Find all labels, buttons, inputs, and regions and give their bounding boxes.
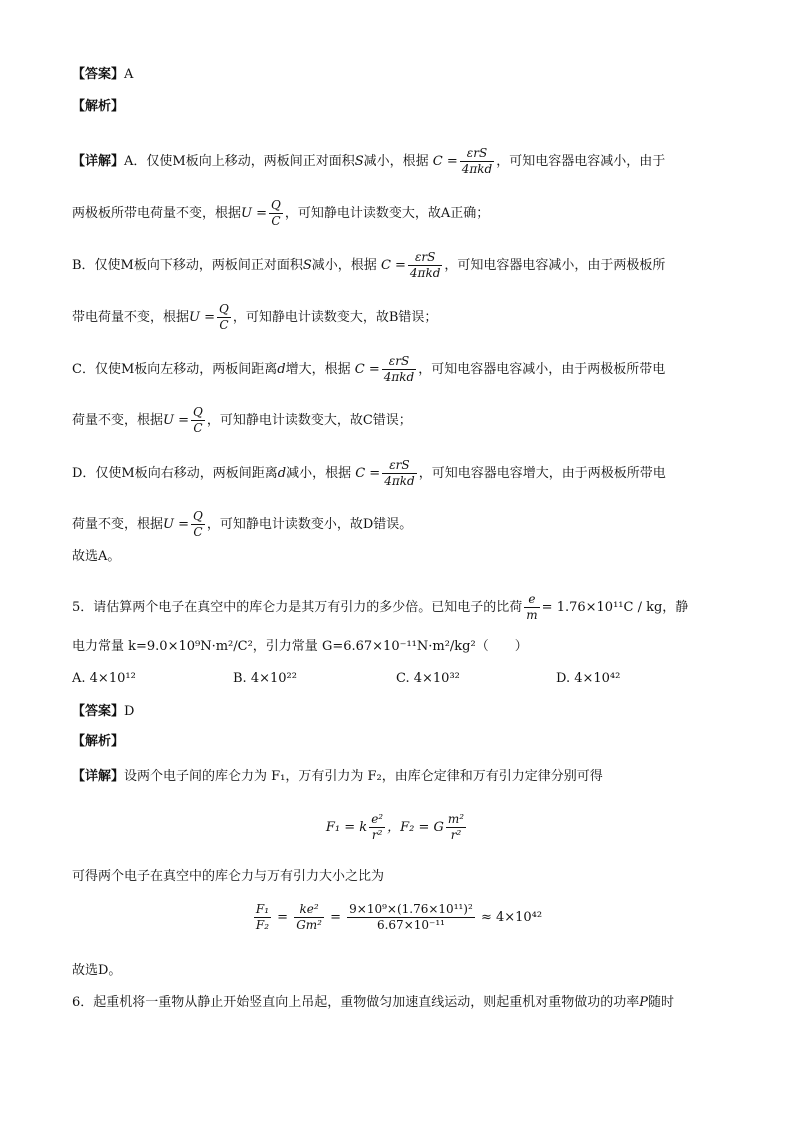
denominator: 4πkd — [384, 474, 415, 488]
q5-ratio-text: 可得两个电子在真空中的库仑力与万有引力大小之比为 — [72, 869, 385, 884]
text: ，可知静电计读数变大，故B错误； — [232, 310, 438, 325]
answer-value: D — [124, 704, 135, 719]
answer-tag: 【答案】 — [72, 67, 125, 82]
text: ，可知静电计读数变大，故A正确； — [284, 206, 490, 221]
formula-lhs: U = — [189, 310, 215, 325]
denominator: 4πkd — [461, 162, 493, 176]
text: 带电荷量不变，根据 — [72, 310, 190, 325]
q4-option-b-line1 — [72, 250, 665, 281]
result: ≈ 4×10⁴² — [480, 910, 543, 925]
denominator: C — [193, 421, 203, 435]
denominator: Gm² — [296, 918, 322, 932]
numerator: εrS — [382, 458, 416, 474]
formula-part: ，F₂ = G — [387, 820, 444, 835]
detail-tag: 【详解】 — [72, 769, 125, 784]
numerator: e — [524, 592, 539, 608]
numerator: Q — [271, 198, 281, 212]
formula-lhs: C = — [354, 362, 380, 377]
voltage-formula — [269, 198, 283, 229]
q5-option-b: B. 4×10²² — [233, 671, 297, 686]
analysis-line — [72, 98, 124, 116]
q5-analysis-line — [72, 733, 124, 751]
text: 减小，根据 — [286, 466, 352, 481]
numerator: Q — [219, 302, 229, 316]
text: 荷量不变，根据 — [72, 413, 164, 428]
var-d: d — [277, 362, 286, 377]
var-s: S — [302, 258, 312, 273]
numerator: F₁ — [255, 902, 270, 916]
text: 随时 — [648, 995, 675, 1010]
numerator: εrS — [460, 146, 494, 162]
numerator: e² — [371, 812, 384, 826]
text: D．仅使M板向右移动，两板间距离 — [72, 466, 278, 481]
text: C．仅使M板向左移动，两板间距离 — [72, 362, 278, 377]
text: 减小，根据 — [363, 154, 429, 169]
q4-option-d-line1 — [72, 458, 666, 489]
numerator: ke² — [294, 902, 324, 918]
q5-conclusion: 故选D。 — [72, 963, 122, 978]
voltage-formula — [191, 405, 205, 436]
charge-ratio-formula — [524, 592, 539, 623]
text: 增大，根据 — [285, 362, 351, 377]
q5-equation-2: $\frac{\text{F₁}}{\text{F₂}}$ = $\frac{\text{ke²}}{\text{Gm²}}$ = $\frac{\text{9×10⁹×(1.76×10¹¹)²}}{\text{6.67×10⁻¹¹}}$ ≈ 4×10⁴² — [255, 902, 543, 932]
q5-stem-line2: 电力常量 k=9.0×10⁹N·m²/C²，引力常量 G=6.67×10⁻¹¹N·m²/kg²（ ） — [72, 639, 528, 654]
analysis-tag: 【解析】 — [72, 99, 125, 114]
q5-option-d: D. 4×10⁴² — [556, 671, 621, 686]
q5-detail-line — [72, 768, 603, 786]
answer-line — [72, 66, 133, 84]
fraction — [446, 812, 466, 843]
text: ，可知电容器电容减小，由于 — [496, 154, 666, 169]
q5-option-a: A. 4×10¹² — [72, 671, 136, 686]
fraction — [347, 902, 475, 933]
q4-option-a-line2 — [72, 198, 489, 229]
text: B．仅使M板向下移动，两板间正对面积 — [72, 258, 303, 273]
formula-lhs: U = — [163, 517, 189, 532]
q5-equation-1 — [0, 812, 794, 843]
text: ，可知静电计读数变大，故C错误； — [206, 413, 412, 428]
q4-conclusion: 故选A。 — [72, 549, 121, 564]
fraction — [294, 902, 324, 933]
detail-tag: 【详解】 — [72, 154, 125, 169]
q4-option-c-line1 — [72, 354, 665, 385]
answer-tag: 【答案】 — [72, 704, 125, 719]
text: = 1.76×10¹¹C / kg，静 — [541, 600, 689, 615]
numerator: Q — [193, 509, 203, 523]
text: 减小，根据 — [311, 258, 377, 273]
text: 两极板所带电荷量不变，根据 — [72, 206, 242, 221]
denominator: r² — [371, 828, 383, 842]
formula-lhs: U = — [163, 413, 189, 428]
denominator: C — [271, 214, 281, 228]
q5-stem-line1 — [72, 592, 688, 623]
capacitance-formula — [408, 250, 442, 281]
denominator: m — [526, 608, 538, 622]
text: ，可知电容器电容减小，由于两极板所 — [444, 258, 666, 273]
text: 6．起重机将一重物从静止开始竖直向上吊起，重物做匀加速直线运动，则起重机对重物做功的功率 — [72, 995, 640, 1010]
numerator: Q — [193, 405, 203, 419]
analysis-tag: 【解析】 — [72, 734, 125, 749]
numerator: m² — [447, 812, 465, 826]
text: ，可知电容器电容减小，由于两极板所带电 — [418, 362, 666, 377]
capacitance-formula — [382, 458, 416, 489]
var-d: d — [277, 466, 287, 481]
q4-option-a-line1 — [72, 146, 665, 177]
denominator: 4πkd — [409, 266, 441, 280]
denominator: F₂ — [255, 918, 270, 932]
q5-option-c: C. 4×10³² — [396, 671, 460, 686]
denominator: 6.67×10⁻¹¹ — [376, 918, 445, 932]
answer-value: A — [124, 67, 134, 82]
numerator: 9×10⁹×(1.76×10¹¹)² — [349, 902, 473, 916]
formula-lhs: C = — [432, 154, 458, 169]
fraction — [369, 812, 385, 843]
var-s: S — [354, 154, 364, 169]
q6-stem — [72, 994, 674, 1012]
voltage-formula — [217, 302, 231, 333]
capacitance-formula — [382, 354, 416, 385]
voltage-formula — [191, 509, 205, 540]
var-p: P — [639, 995, 649, 1010]
text: ，可知静电计读数变小，故D错误。 — [206, 517, 413, 532]
q4-option-c-line2 — [72, 405, 412, 436]
denominator: r² — [450, 828, 462, 842]
denominator: C — [219, 318, 229, 332]
formula-lhs: U = — [241, 206, 267, 221]
denominator: C — [193, 525, 203, 539]
denominator: 4πkd — [383, 370, 415, 384]
capacitance-formula — [460, 146, 494, 177]
numerator: εrS — [382, 354, 416, 370]
text: A．仅使M板向上移动，两板间正对面积 — [124, 154, 355, 169]
text: ，可知电容器电容增大，由于两极板所带电 — [418, 466, 666, 481]
q4-option-b-line2 — [72, 302, 437, 333]
q5-answer-line — [72, 703, 134, 721]
formula-part: F₁ = k — [325, 820, 368, 835]
q4-option-d-line2 — [72, 509, 412, 540]
formula-lhs: C = — [355, 466, 381, 481]
formula-lhs: C = — [380, 258, 406, 273]
text: 5．请估算两个电子在真空中的库仑力是其万有引力的多少倍。已知电子的比荷 — [72, 600, 523, 615]
text: 设两个电子间的库仑力为 F₁，万有引力为 F₂，由库仑定律和万有引力定律分别可得 — [124, 769, 603, 784]
text: 荷量不变，根据 — [72, 517, 164, 532]
numerator: εrS — [408, 250, 442, 266]
fraction — [254, 902, 271, 933]
